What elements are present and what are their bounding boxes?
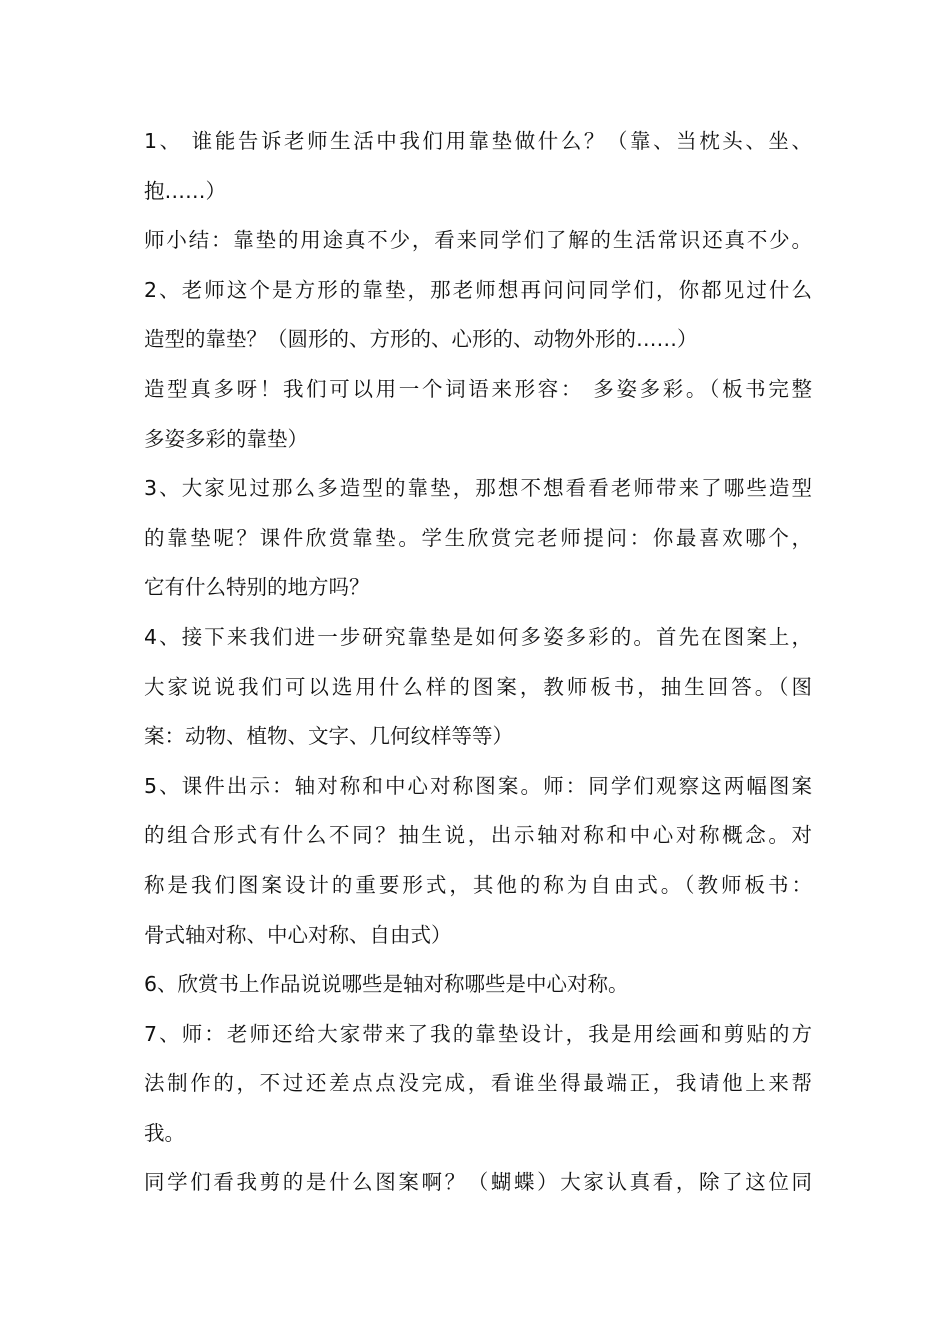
text-line-4: 2、老师这个是方形的靠垫，那老师想再问问同学们，你都见过什么 [144, 277, 812, 302]
text-line-8: 3、大家见过那么多造型的靠垫，那想不想看看老师带来了哪些造型 [144, 476, 812, 501]
text-line-15: 的组合形式有什么不同？抽生说，出示轴对称和中心对称概念。对 [144, 823, 812, 848]
text-line-17: 骨式轴对称、中心对称、自由式） [144, 922, 452, 947]
text-line-5: 造型的靠垫？（圆形的、方形的、心形的、动物外形的……） [144, 327, 698, 352]
text-line-1: 1、 谁能告诉老师生活中我们用靠垫做什么？（靠、当枕头、坐、 [144, 129, 812, 153]
text-line-12: 大家说说我们可以选用什么样的图案，教师板书，抽生回答。（图 [144, 674, 812, 699]
text-line-20: 法制作的，不过还差点点没完成，看谁坐得最端正，我请他上来帮 [144, 1071, 812, 1096]
text-line-19: 7、师：老师还给大家带来了我的靠垫设计，我是用绘画和剪贴的方 [144, 1021, 812, 1046]
text-line-22: 同学们看我剪的是什么图案啊？（蝴蝶）大家认真看，除了这位同 [144, 1170, 812, 1195]
text-line-14: 5、课件出示：轴对称和中心对称图案。师：同学们观察这两幅图案 [144, 773, 812, 798]
text-line-7: 多姿多彩的靠垫） [144, 426, 308, 451]
text-line-11: 4、接下来我们进一步研究靠垫是如何多姿多彩的。首先在图案上， [144, 624, 812, 649]
text-line-21: 我。 [144, 1120, 185, 1145]
text-line-6: 造型真多呀！我们可以用一个词语来形容： 多姿多彩。（板书完整 [144, 376, 812, 401]
document-body [144, 117, 812, 1208]
text-line-9: 的靠垫呢？课件欣赏靠垫。学生欣赏完老师提问：你最喜欢哪个， [144, 525, 812, 550]
text-line-3: 师小结：靠垫的用途真不少，看来同学们了解的生活常识还真不少。 [144, 228, 812, 253]
text-line-13: 案：动物、植物、文字、几何纹样等等） [144, 724, 513, 749]
text-line-16: 称是我们图案设计的重要形式，其他的称为自由式。（教师板书： [144, 872, 812, 897]
text-line-18: 6、欣赏书上作品说说哪些是轴对称哪些是中心对称。 [144, 972, 629, 997]
text-line-2: 抱……） [144, 178, 226, 203]
text-line-10: 它有什么特别的地方吗？ [144, 575, 370, 600]
